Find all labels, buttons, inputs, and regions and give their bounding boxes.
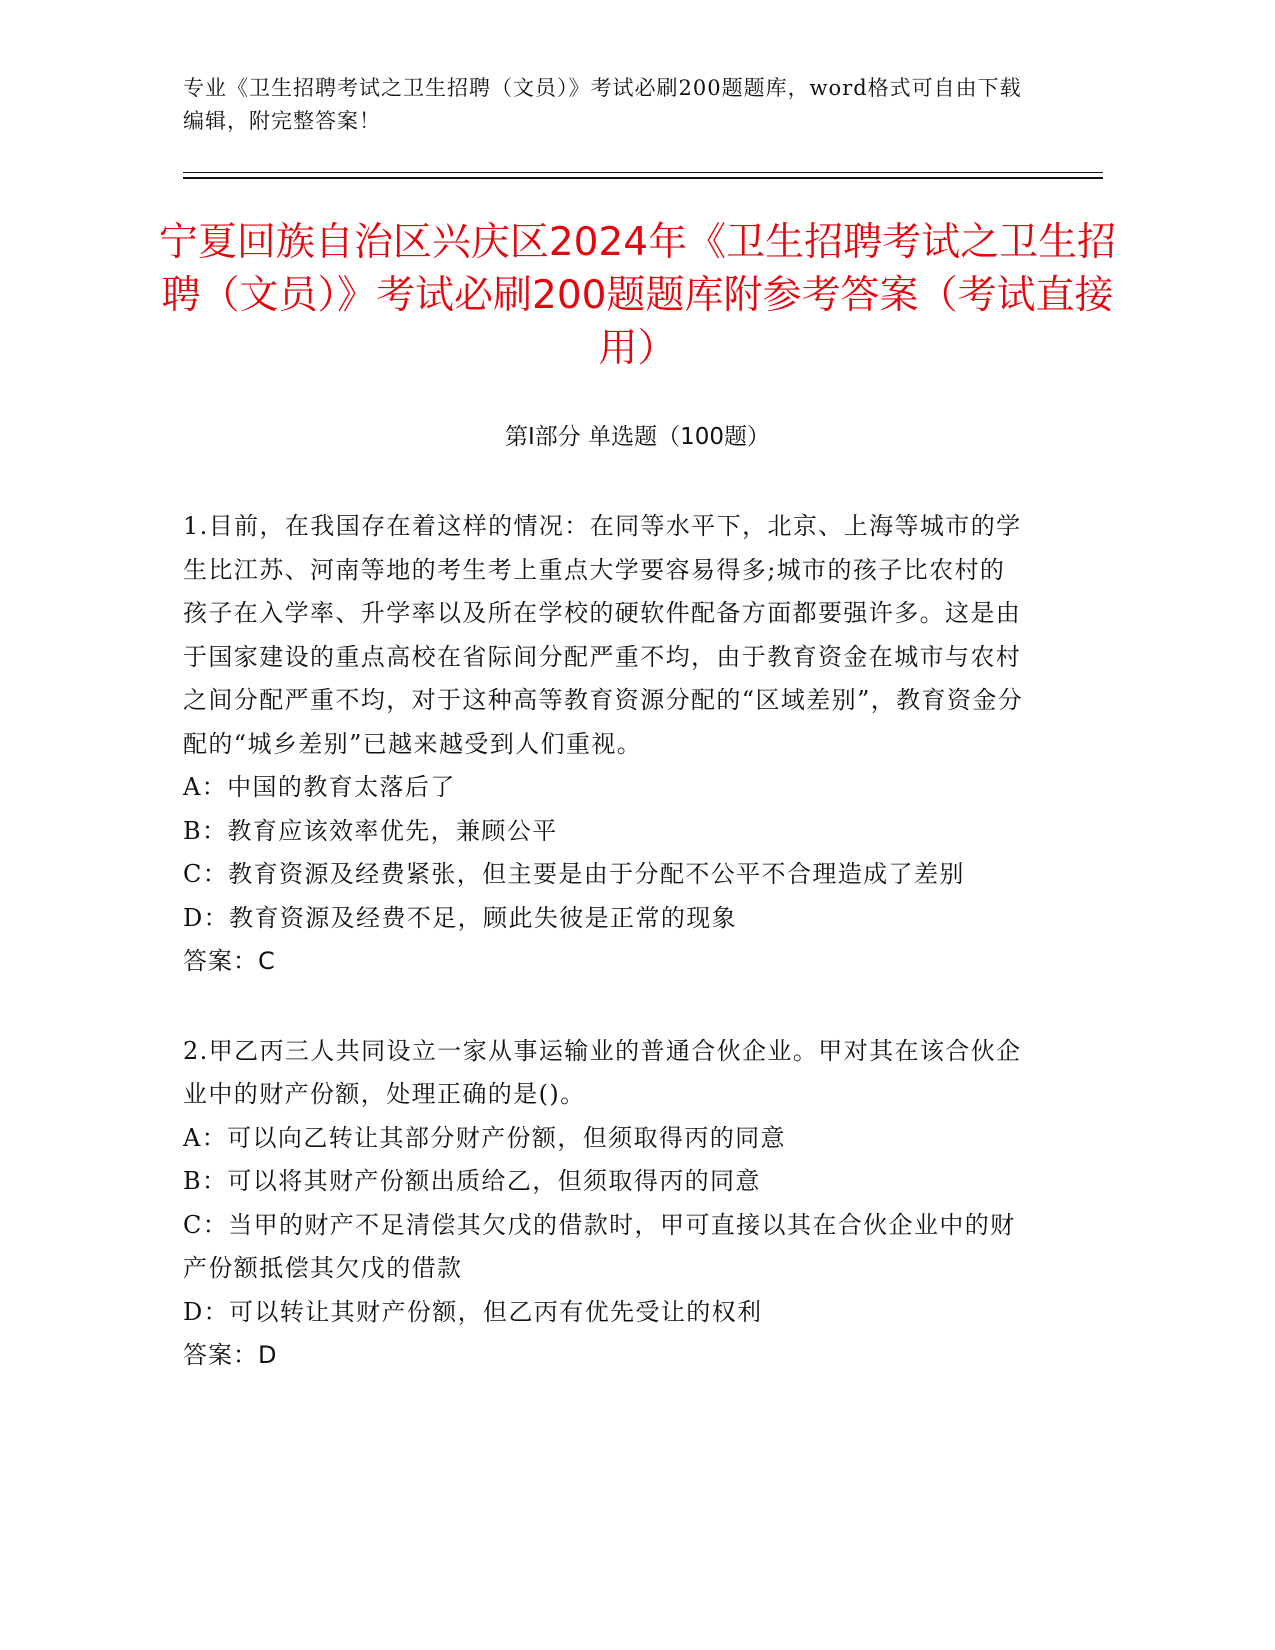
option-c: C：教育资源及经费紧张，但主要是由于分配不公平不合理造成了差别 [183,860,965,888]
question-item [183,505,1028,984]
question-list [183,505,1028,1424]
question-item [183,1030,1028,1378]
option-a: A：中国的教育太落后了 [183,773,456,801]
option-b: B：教育应该效率优先，兼顾公平 [183,816,558,845]
answer-line: 答案：D [183,1341,278,1369]
question-stem: 1.目前，在我国存在着这样的情况：在同等水平下，北京、上海等城市的学生比江苏、河南等地的考生考上重点大学要容易得多;城市的孩子比农村的孩子在入学率、升学率以及所在学校的硬软件配备方面都要强许多。这是由于国家建设的重点高校在省际间分配严重不均，由于教育资金在城市与农村之间分配严重不均，对于这种高等教育资源分配的“区域差别”，教育资金分配的“城乡差别”已越来越受到人们重视。 [183,512,1024,758]
option-b: B：可以将其财产份额出质给乙，但须取得丙的同意 [183,1167,761,1195]
section-title: 第Ⅰ部分 单选题（100题） [505,424,770,450]
option-d: D：可以转让其财产份额，但乙丙有优先受让的权利 [183,1297,763,1326]
answer-line: 答案：C [183,947,276,975]
header-divider-thin [183,172,1103,173]
option-c: C：当甲的财产不足清偿其欠戊的借款时，甲可直接以其在合伙企业中的财产份额抵偿其欠戊的借款 [183,1210,1016,1282]
option-a: A：可以向乙转让其部分财产份额，但须取得丙的同意 [183,1123,786,1152]
header-divider-thick [183,177,1103,179]
header-note: 专业《卫生招聘考试之卫生招聘（文员）》考试必刷200题题库，word格式可自由下载编辑，附完整答案！ [183,76,1022,133]
question-stem: 2.甲乙丙三人共同设立一家从事运输业的普通合伙企业。甲对其在该合伙企业中的财产份额，处理正确的是()。 [183,1036,1022,1108]
document-title: 宁夏回族自治区兴庆区2024年《卫生招聘考试之卫生招聘（文员）》考试必刷200题题库附参考答案（考试直接用） [158,220,1117,371]
option-d: D：教育资源及经费不足，顾此失彼是正常的现象 [183,903,738,932]
